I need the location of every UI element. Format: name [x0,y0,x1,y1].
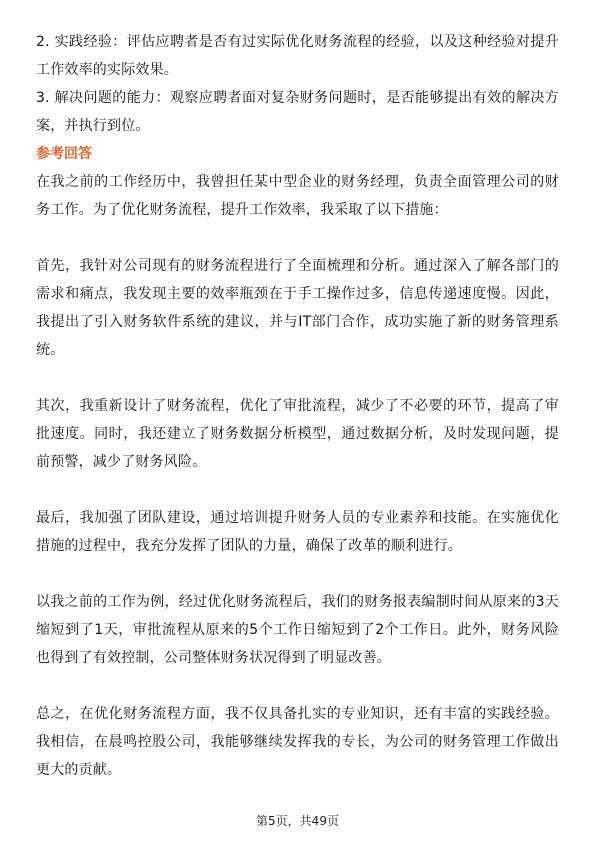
intro-paragraph: 在我之前的工作经历中，我曾担任某中型企业的财务经理，负责全面管理公司的财务工作。为了优化财务流程，提升工作效率，我采取了以下措施： [36,174,559,218]
page-number-footer: 第5页，共49页 [256,814,339,828]
paragraph-spacer [36,224,559,252]
document-page [36,28,559,784]
paragraph-spacer [36,476,559,504]
list-item-practical-experience: 2. 实践经验：评估应聘者是否有过实际优化财务流程的经验，以及这种经验对提升工作效率的实际效果。 [36,34,559,78]
list-item-problem-solving: 3. 解决问题的能力：观察应聘者面对复杂财务问题时，是否能够提出有效的解决方案，并执行到位。 [36,90,559,134]
paragraph-conclusion: 总之，在优化财务流程方面，我不仅具备扎实的专业知识，还有丰富的实践经验。我相信，在晨鸣控股公司，我能够继续发挥我的专长，为公司的财务管理工作做出更大的贡献。 [36,706,559,778]
paragraph-second: 其次，我重新设计了财务流程，优化了审批流程，减少了不必要的环节，提高了审批速度。同时，我还建立了财务数据分析模型，通过数据分析，及时发现问题，提前预警，减少了财务风险。 [36,398,559,470]
paragraph-example: 以我之前的工作为例，经过优化财务流程后，我们的财务报表编制时间从原来的3天缩短到了1天，审批流程从原来的5个工作日缩短到了2个工作日。此外，财务风险也得到了有效控制，公司整体财务状况得到了明显改善。 [36,594,559,666]
paragraph-third: 最后，我加强了团队建设，通过培训提升财务人员的专业素养和技能。在实施优化措施的过程中，我充分发挥了团队的力量，确保了改革的顺利进行。 [36,510,559,554]
paragraph-spacer [36,672,559,700]
paragraph-spacer [36,364,559,392]
paragraph-first: 首先，我针对公司现有的财务流程进行了全面梳理和分析。通过深入了解各部门的需求和痛点，我发现主要的效率瓶颈在于手工操作过多，信息传递速度慢。因此，我提出了引入财务软件系统的建议，并与IT部门合作，成功实施了新的财务管理系统。 [36,258,559,358]
paragraph-spacer [36,560,559,588]
section-heading-reference-answer: 参考回答 [36,146,92,162]
